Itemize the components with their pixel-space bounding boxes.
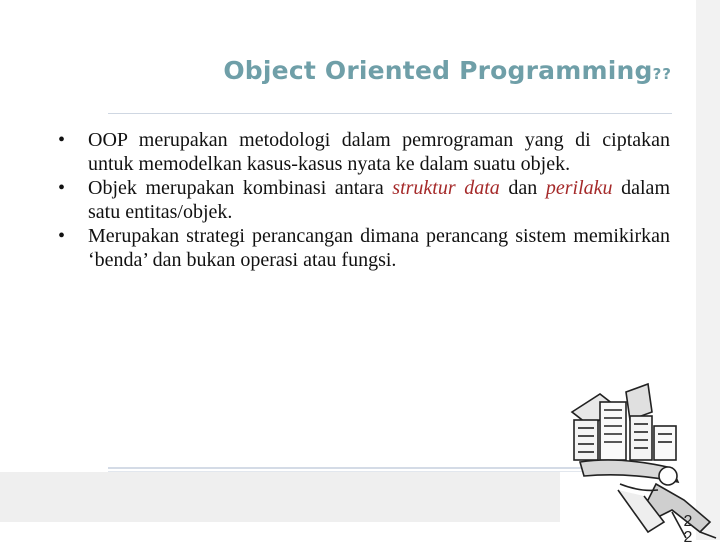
bullet-icon: • — [58, 225, 66, 247]
bullet-text: dan — [499, 177, 546, 199]
title-divider — [108, 113, 672, 114]
footer-band — [0, 472, 560, 522]
emphasis-perilaku: perilaku — [545, 177, 613, 199]
title-suffix: ?? — [652, 65, 672, 83]
bullet-text: Objek merupakan kombinasi antara — [88, 177, 393, 199]
bullet-icon: • — [58, 129, 66, 151]
emphasis-struktur-data: struktur data — [392, 177, 500, 199]
bullet-text: Merupakan strategi perancangan dimana perancang sistem memikirkan ‘benda’ dan bukan operasi atau fungsi. — [88, 225, 670, 271]
slide-title — [0, 56, 672, 85]
bullet-text: dalam satu entitas/objek. — [88, 177, 670, 223]
bullet-item — [58, 224, 670, 272]
title-text: Object Oriented Programming — [223, 56, 653, 85]
bullet-item — [58, 176, 670, 224]
bullet-text: OOP merupakan metodologi dalam pemrograman yang di ciptakan untuk memodelkan kasus-kasus nyata ke dalam suatu objek. — [88, 129, 670, 175]
bullet-item — [58, 128, 670, 176]
page-number-overflow: 2 — [683, 529, 693, 546]
bullet-icon: • — [58, 177, 66, 199]
page-number-text: 2 — [683, 513, 693, 530]
page-number — [676, 514, 700, 546]
bullet-list — [58, 128, 670, 272]
